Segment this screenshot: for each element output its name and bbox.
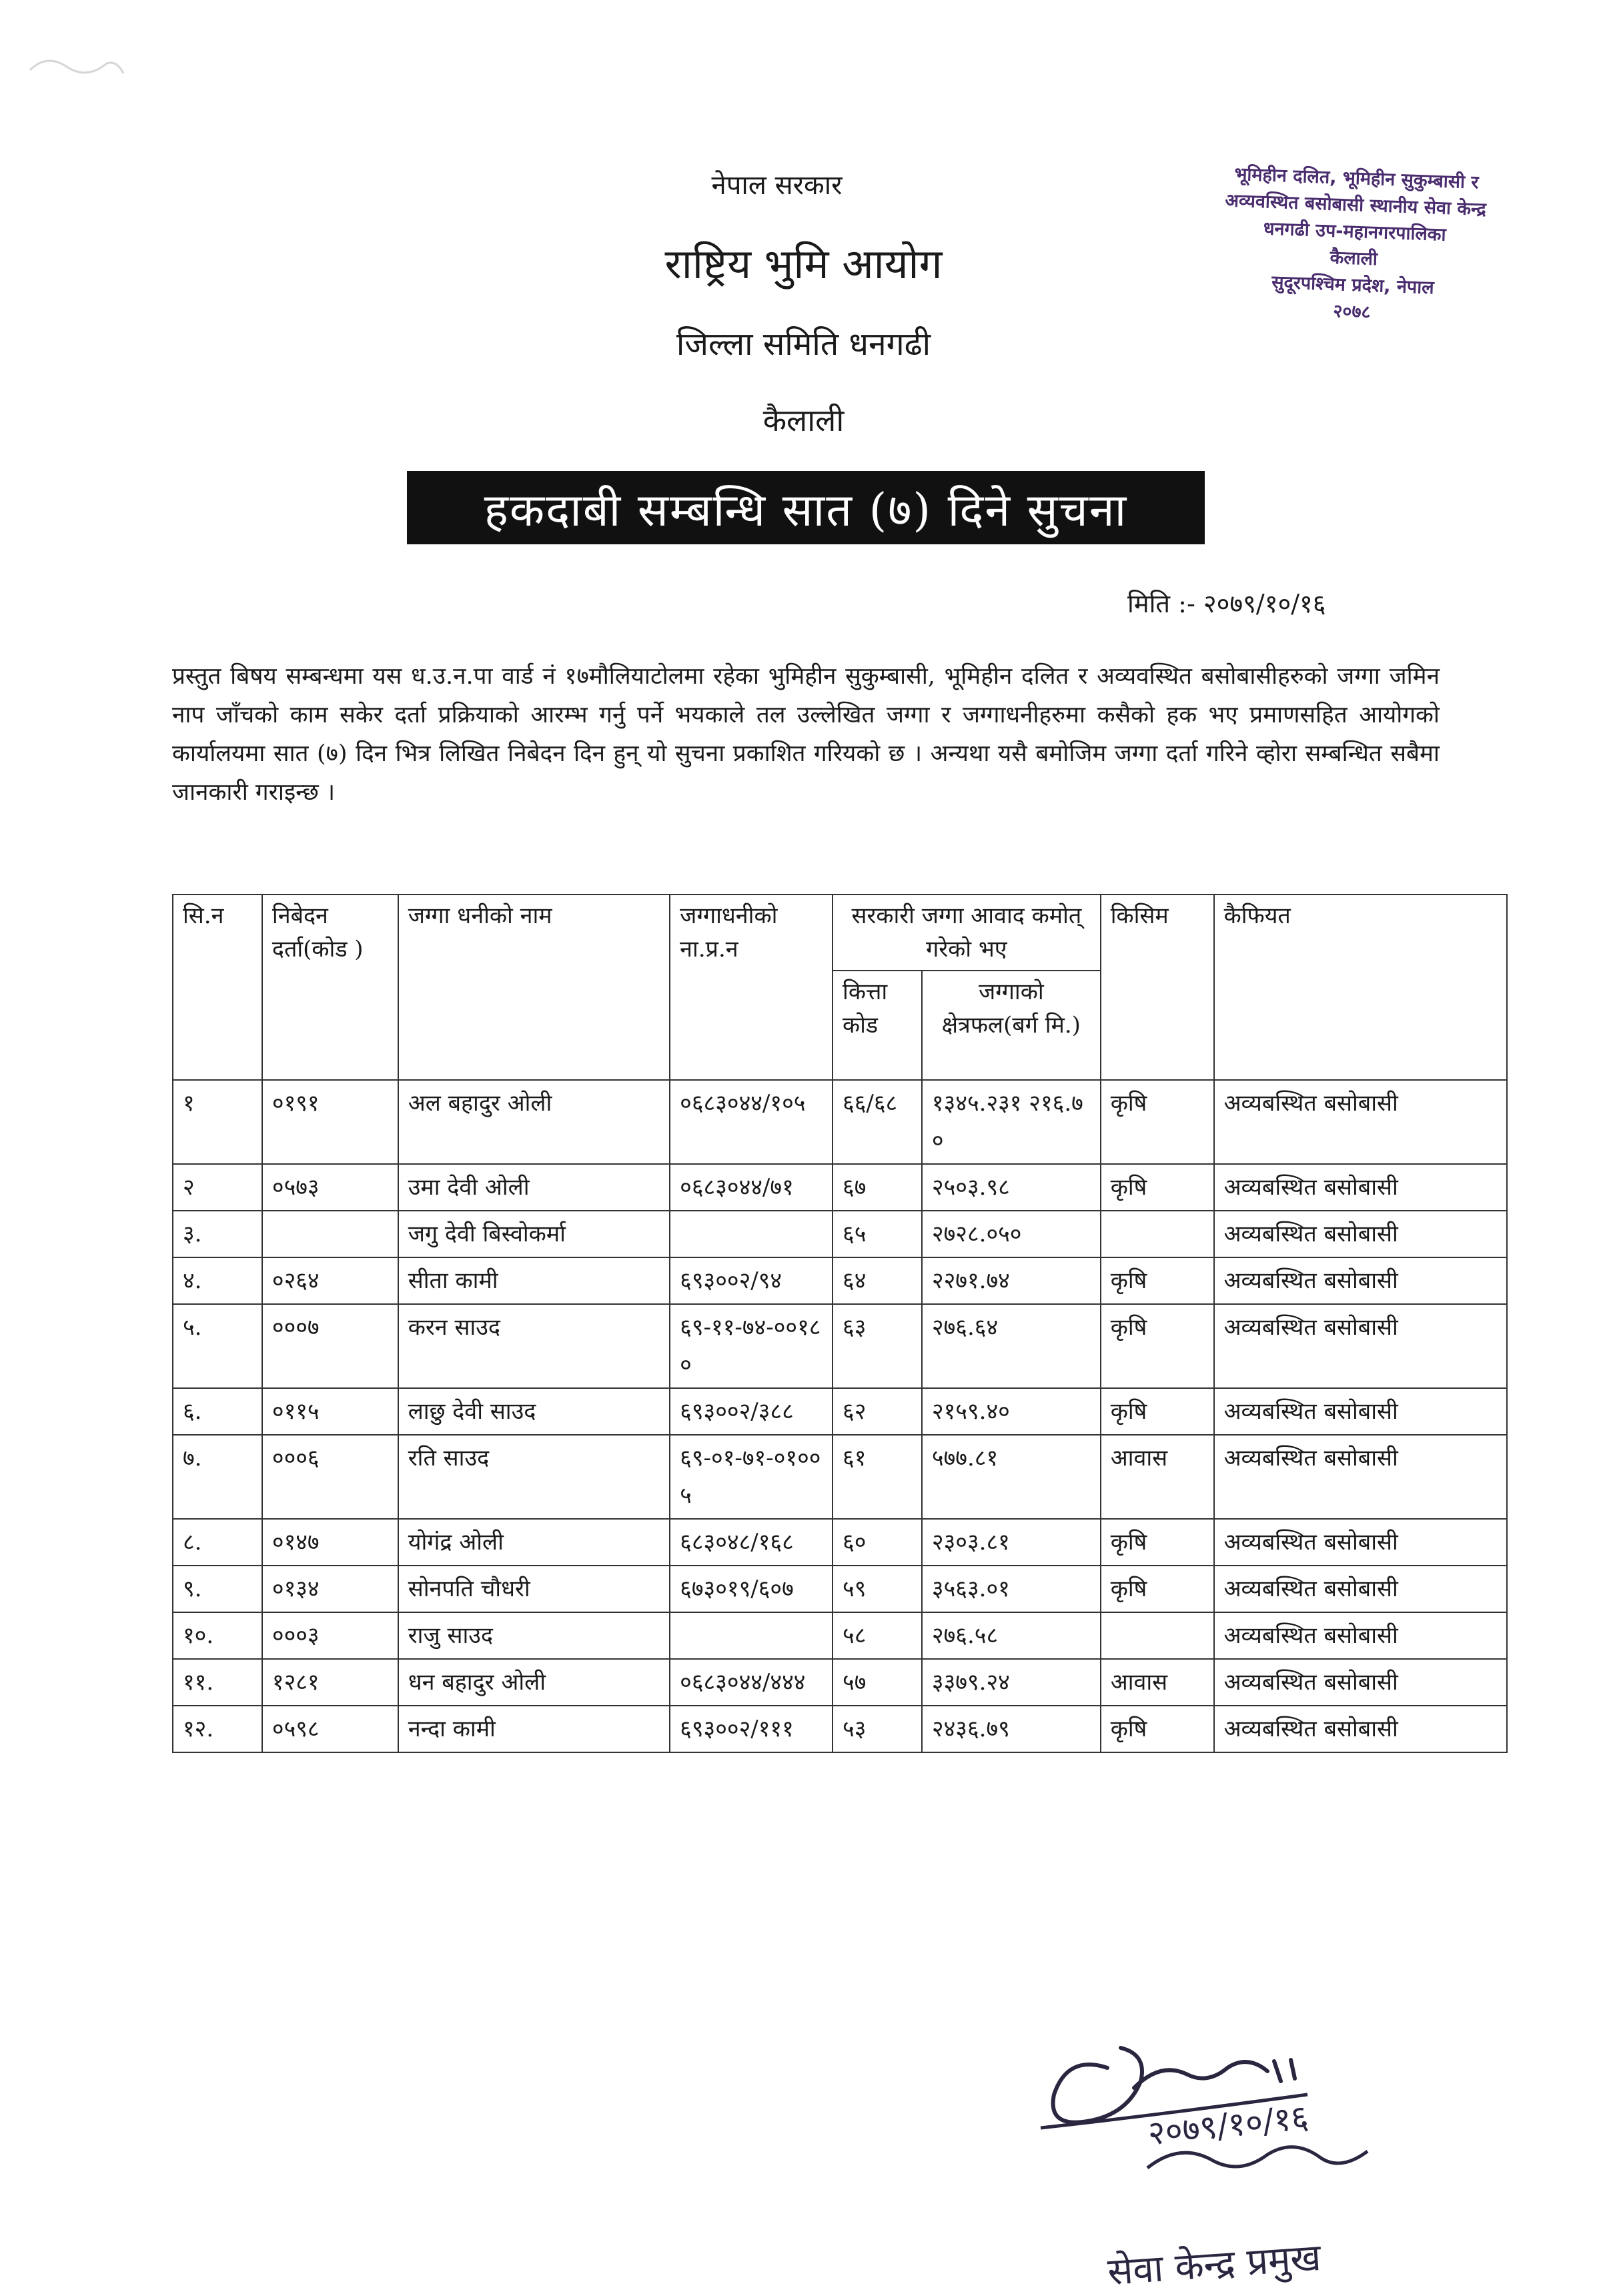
notice-date: मिति :- २०७९/१०/१६ — [1127, 589, 1326, 618]
cell-name: जगु देवी बिस्वोकर्मा — [398, 1211, 670, 1257]
cell-area: २५०३.९८ — [922, 1164, 1101, 1211]
cell-area: २१५९.४० — [922, 1388, 1101, 1435]
cell-code: ०००३ — [262, 1612, 398, 1659]
cell-remarks: अव्यबस्थित बसोबासी — [1214, 1257, 1507, 1304]
cell-code — [262, 1211, 398, 1257]
cell-type: कृषि — [1101, 1388, 1214, 1435]
cell-kitta: ६० — [833, 1519, 922, 1566]
table-row — [173, 1435, 1507, 1519]
cell-type — [1101, 1612, 1214, 1659]
cell-area: २७६.५८ — [922, 1612, 1101, 1659]
table-row — [173, 1164, 1507, 1211]
cell-citizenship: ०६८३०४४/१०५ — [670, 1080, 833, 1164]
notice-title: हकदाबी सम्बन्धि सात (७) दिने सुचना — [407, 471, 1205, 544]
page-scuff-mark — [27, 47, 127, 87]
cell-kitta: ५३ — [833, 1706, 922, 1752]
cell-area: २७६.६४ — [922, 1304, 1101, 1388]
cell-kitta: ६१ — [833, 1435, 922, 1519]
cell-name: उमा देवी ओली — [398, 1164, 670, 1211]
table-row — [173, 1706, 1507, 1752]
cell-type: कृषि — [1101, 1080, 1214, 1164]
cell-kitta: ६७ — [833, 1164, 922, 1211]
cell-area: ५७७.८१ — [922, 1435, 1101, 1519]
cell-citizenship: ६९३००२/३८८ — [670, 1388, 833, 1435]
cell-remarks: अव्यबस्थित बसोबासी — [1214, 1566, 1507, 1612]
cell-code: ०००७ — [262, 1304, 398, 1388]
cell-code: ०१४७ — [262, 1519, 398, 1566]
cell-area: ३३७९.२४ — [922, 1659, 1101, 1706]
cell-code: ०५७३ — [262, 1164, 398, 1211]
header-remarks: कैफियत — [1214, 895, 1507, 1080]
cell-code: ०१३४ — [262, 1566, 398, 1612]
cell-type: कृषि — [1101, 1706, 1214, 1752]
cell-name: राजु साउद — [398, 1612, 670, 1659]
stamp-line: सुदूरपश्चिम प्रदेश, नेपाल — [1271, 271, 1435, 299]
cell-remarks: अव्यबस्थित बसोबासी — [1214, 1706, 1507, 1752]
cell-name: योगंद्र ओली — [398, 1519, 670, 1566]
cell-area: २२७१.७४ — [922, 1257, 1101, 1304]
stamp-line: भूमिहीन दलित, भूमिहीन सुकुम्बासी र — [1233, 163, 1480, 193]
cell-citizenship: ०६८३०४४/७१ — [670, 1164, 833, 1211]
cell-remarks: अव्यबस्थित बसोबासी — [1214, 1304, 1507, 1388]
table-row — [173, 1612, 1507, 1659]
cell-sn: ५. — [173, 1304, 262, 1388]
table-row — [173, 1257, 1507, 1304]
cell-kitta: ५९ — [833, 1566, 922, 1612]
cell-remarks: अव्यबस्थित बसोबासी — [1214, 1612, 1507, 1659]
table-row — [173, 1211, 1507, 1257]
cell-type: कृषि — [1101, 1164, 1214, 1211]
cell-sn: ७. — [173, 1435, 262, 1519]
stamp-line: कैलाली — [1329, 247, 1378, 270]
table-row — [173, 1304, 1507, 1388]
cell-remarks: अव्यबस्थित बसोबासी — [1214, 1388, 1507, 1435]
cell-kitta: ५७ — [833, 1659, 922, 1706]
commission-name: राष्ट्रिय भुमि आयोग — [664, 239, 943, 288]
cell-type — [1101, 1211, 1214, 1257]
cell-name: करन साउद — [398, 1304, 670, 1388]
signature-date: २०७९/१०/१६ — [1145, 2097, 1311, 2153]
cell-sn: १२. — [173, 1706, 262, 1752]
cell-code: ०००६ — [262, 1435, 398, 1519]
cell-kitta: ६६/६८ — [833, 1080, 922, 1164]
cell-sn: १०. — [173, 1612, 262, 1659]
government-name: नेपाल सरकार — [711, 170, 843, 201]
header-owner-name: जग्गा धनीको नाम — [398, 895, 670, 1080]
cell-kitta: ५८ — [833, 1612, 922, 1659]
cell-citizenship: ६७३०१९/६०७ — [670, 1566, 833, 1612]
cell-citizenship — [670, 1612, 833, 1659]
cell-type: कृषि — [1101, 1519, 1214, 1566]
district-name: कैलाली — [762, 402, 845, 438]
cell-name: लाछु देवी साउद — [398, 1388, 670, 1435]
cell-citizenship — [670, 1211, 833, 1257]
cell-citizenship: ६९३००२/९४ — [670, 1257, 833, 1304]
cell-sn: १ — [173, 1080, 262, 1164]
cell-kitta: ६२ — [833, 1388, 922, 1435]
stamp-line: अव्यवस्थित बसोबासी स्थानीय सेवा केन्द्र — [1224, 190, 1487, 220]
cell-type: कृषि — [1101, 1304, 1214, 1388]
cell-name: सोनपति चौधरी — [398, 1566, 670, 1612]
header-citizenship: जग्गाधनीको ना.प्र.न — [670, 895, 833, 1080]
header-kitta: कित्ता कोड — [833, 971, 922, 1080]
cell-name: रति साउद — [398, 1435, 670, 1519]
cell-name: धन बहादुर ओली — [398, 1659, 670, 1706]
cell-sn: ३. — [173, 1211, 262, 1257]
stamp-line: धनगढी उप-महानगरपालिका — [1263, 218, 1447, 245]
table-row — [173, 1388, 1507, 1435]
cell-citizenship: ६८३०४८/१६८ — [670, 1519, 833, 1566]
cell-remarks: अव्यबस्थित बसोबासी — [1214, 1519, 1507, 1566]
table-row — [173, 1519, 1507, 1566]
cell-area: १३४५.२३१ २१६.७० — [922, 1080, 1101, 1164]
cell-type: आवास — [1101, 1659, 1214, 1706]
header-sn: सि.न — [173, 895, 262, 1080]
cell-area: २७२८.०५० — [922, 1211, 1101, 1257]
signature-role: सेवा केन्द्र प्रमुख — [1106, 2235, 1323, 2295]
cell-remarks: अव्यबस्थित बसोबासी — [1214, 1435, 1507, 1519]
cell-name: अल बहादुर ओली — [398, 1080, 670, 1164]
header-type: किसिम — [1101, 895, 1214, 1080]
cell-sn: २ — [173, 1164, 262, 1211]
cell-sn: ११. — [173, 1659, 262, 1706]
cell-code: ०२६४ — [262, 1257, 398, 1304]
table-row — [173, 1566, 1507, 1612]
table-row — [173, 1659, 1507, 1706]
cell-area: २३०३.८१ — [922, 1519, 1101, 1566]
cell-remarks: अव्यबस्थित बसोबासी — [1214, 1164, 1507, 1211]
cell-kitta: ६४ — [833, 1257, 922, 1304]
cell-kitta: ६५ — [833, 1211, 922, 1257]
cell-type: आवास — [1101, 1435, 1214, 1519]
header-area: जग्गाको क्षेत्रफल(बर्ग मि.) — [922, 971, 1101, 1080]
claims-table — [172, 894, 1508, 1753]
cell-kitta: ६३ — [833, 1304, 922, 1388]
cell-sn: ८. — [173, 1519, 262, 1566]
cell-type: कृषि — [1101, 1566, 1214, 1612]
cell-code: ०५९८ — [262, 1706, 398, 1752]
cell-code: ०११५ — [262, 1388, 398, 1435]
header-application: निबेदन दर्ता(कोड ) — [262, 895, 398, 1080]
cell-remarks: अव्यबस्थित बसोबासी — [1214, 1080, 1507, 1164]
cell-code: ०१९१ — [262, 1080, 398, 1164]
cell-citizenship: ६९-०१-७१-०१००५ — [670, 1435, 833, 1519]
cell-citizenship: ०६८३०४४/४४४ — [670, 1659, 833, 1706]
cell-sn: ६. — [173, 1388, 262, 1435]
notice-body: प्रस्तुत बिषय सम्बन्धमा यस ध.उ.न.पा वार्ड नं १७मौलियाटोलमा रहेका भुमिहीन सुकुम्बासी, भूमिहीन दलित र अव्यवस्थित बसोबासीहरुको जग्गा जमिन नाप जाँचको काम सकेर दर्ता प्रक्रियाको आरम्भ गर्नु पर्ने भयकाले तल उल्लेखित जग्गा र जग्गाधनीहरुमा कसैको हक भए प्रमाणसहित आयोगको कार्यालयमा सात (७) दिन भित्र लिखित निबेदन दिन हुन् यो सुचना प्रकाशित गरियको छ । अन्यथा यसै बमोजिम जग्गा दर्ता गरिने व्होरा सम्बन्धित सबैमा जानकारी गराइन्छ । — [172, 663, 1440, 806]
cell-remarks: अव्यबस्थित बसोबासी — [1214, 1659, 1507, 1706]
cell-name: नन्दा कामी — [398, 1706, 670, 1752]
cell-type: कृषि — [1101, 1257, 1214, 1304]
cell-sn: ९. — [173, 1566, 262, 1612]
cell-remarks: अव्यबस्थित बसोबासी — [1214, 1211, 1507, 1257]
cell-citizenship: ६९३००२/१११ — [670, 1706, 833, 1752]
cell-code: १२८१ — [262, 1659, 398, 1706]
office-stamp — [1178, 159, 1530, 332]
cell-sn: ४. — [173, 1257, 262, 1304]
cell-area: ३५६३.०१ — [922, 1566, 1101, 1612]
stamp-line: २०७८ — [1332, 300, 1372, 323]
table-row — [173, 1080, 1507, 1164]
district-committee: जिल्ला समिति धनगढी — [676, 326, 931, 363]
cell-name: सीता कामी — [398, 1257, 670, 1304]
header-govt-land: सरकारी जग्गा आवाद कमोत् गरेको भए — [833, 895, 1101, 971]
cell-area: २४३६.७९ — [922, 1706, 1101, 1752]
cell-citizenship: ६९-११-७४-००१८० — [670, 1304, 833, 1388]
